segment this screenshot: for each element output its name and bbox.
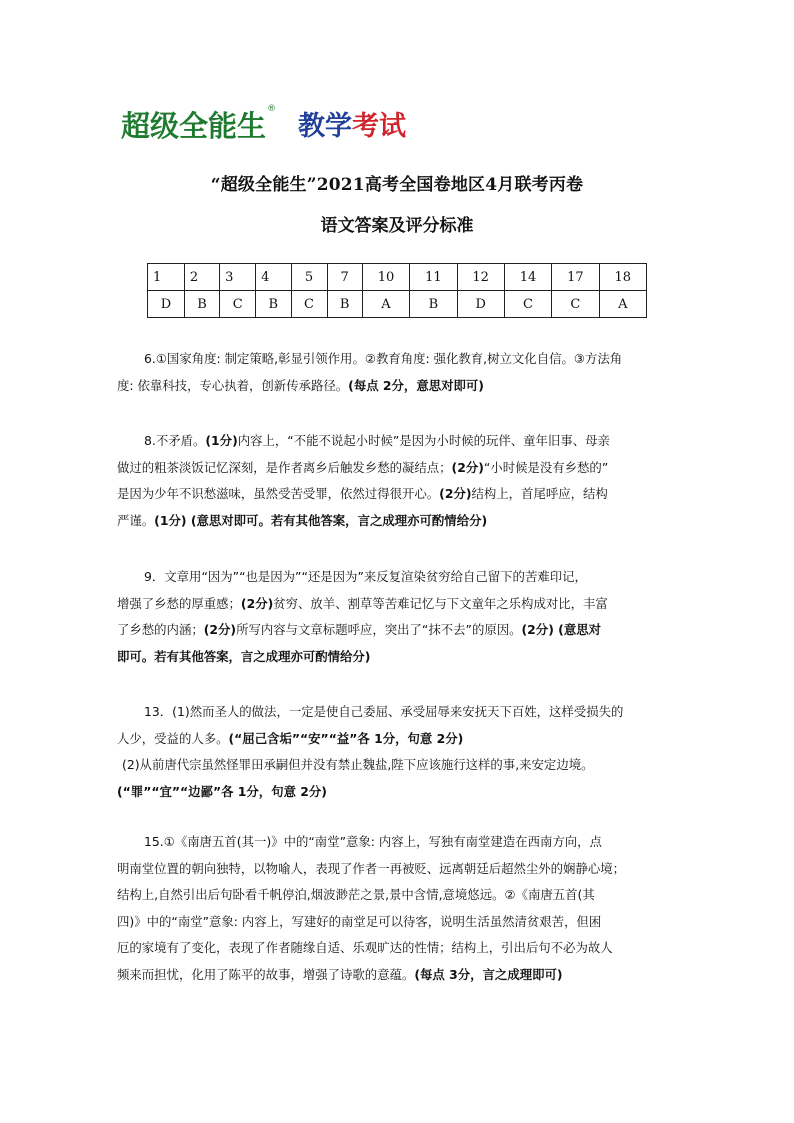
q13-scoring-note-1: (“屈己含垢”“安”“益”各 1分，句意 2分) — [228, 730, 464, 746]
question-number: 5 — [291, 264, 327, 291]
logo-sub-text — [298, 111, 406, 142]
answer-q13 — [117, 699, 683, 805]
q13-line1: 13．(1)然而圣人的做法，一定是使自己委屈、承受屈辱来安抚天下百姓，这样受损失的 — [144, 704, 624, 719]
q13-line2-a: 人少，受益的人多。 — [117, 730, 229, 746]
q9-score-3: (2分) (意思对 — [521, 622, 602, 638]
question-number: 10 — [362, 264, 409, 291]
q6-line2: 度: 依靠科技，专心执着，创新传承路径。 — [117, 377, 349, 393]
q13-scoring-note-2: (“罪”“宜”“边鄙”各 1分，句意 2分) — [117, 783, 327, 799]
question-number: 12 — [457, 264, 504, 291]
answer-letter: A — [362, 291, 409, 318]
q15-line6-a: 频来而担忧，化用了陈平的故事，增强了诗歌的意蕴。 — [117, 966, 415, 982]
answer-letter: B — [256, 291, 291, 318]
answer-letter: B — [410, 291, 457, 318]
question-number: 3 — [220, 264, 256, 291]
logo-main-text: 超级全能生 — [121, 109, 267, 143]
logo-sub-part2: 考试 — [352, 111, 407, 142]
q9-line2-c: 贫穷、放羊、割草等苦难记忆与下文童年之乐构成对比，丰富 — [273, 595, 608, 611]
q9-scoring-note: 即可。若有其他答案，言之成理亦可酌情给分) — [117, 648, 371, 664]
question-number: 2 — [184, 264, 219, 291]
q8-line3-a: 是因为少年不识愁滋味，虽然受苦受罪，依然过得很开心。 — [117, 486, 440, 502]
answer-letter: C — [220, 291, 256, 318]
q15-line5: 厄的家境有了变化，表现了作者随缘自适、乐观旷达的性情；结构上，引出后句不必为故人 — [117, 940, 613, 956]
q15-line4: 四)》中的“南堂”意象: 内容上，写建好的南堂足可以待客，说明生活虽然清贫艰苦，但困 — [117, 913, 602, 929]
question-number: 18 — [599, 264, 646, 291]
answer-q6 — [117, 346, 683, 399]
q8-score-1: (1分) — [205, 433, 238, 448]
answer-q15 — [117, 829, 683, 989]
q9-line3-a: 了乡愁的内涵； — [117, 622, 204, 638]
q8-line1-c: 内容上，“不能不说起小时候”是因为小时候的玩伴、童年旧事、母亲 — [237, 433, 610, 448]
answer-letter: C — [504, 291, 551, 318]
answer-letter: B — [184, 291, 219, 318]
logo-sub-part1: 教学 — [298, 111, 353, 142]
question-number-row — [148, 264, 647, 291]
answer-letter: C — [291, 291, 327, 318]
document-subtitle: 语文答案及评分标准 — [320, 216, 474, 236]
q8-line3-c: 结构上，首尾呼应，结构 — [471, 486, 608, 502]
question-number: 4 — [256, 264, 291, 291]
registered-mark: ® — [267, 104, 277, 114]
q15-line3: 结构上,自然引出后句卧看千帆停泊,烟波渺茫之景,景中含情,意境悠远。②《南唐五首(其 — [117, 887, 595, 903]
answer-q9 — [117, 564, 683, 670]
q9-score-2: (2分) — [203, 622, 237, 638]
answer-q8 — [117, 428, 683, 534]
question-number: 7 — [327, 264, 362, 291]
q9-line3-c: 所写内容与文章标题呼应，突出了“抹不去”的原因。 — [236, 622, 522, 638]
question-number: 17 — [552, 264, 599, 291]
answer-letter: C — [552, 291, 599, 318]
q9-score-1: (2分) — [240, 595, 274, 611]
q8-scoring-note: (1分) (意思对即可。若有其他答案，言之成理亦可酌情给分) — [154, 512, 488, 528]
question-number: 1 — [148, 264, 185, 291]
q8-line1-a: 8.不矛盾。 — [144, 433, 206, 448]
q8-score-2: (2分) — [451, 459, 484, 475]
q9-line2-a: 增强了乡愁的厚重感； — [117, 595, 241, 611]
answer-letter: D — [457, 291, 504, 318]
q8-line4-a: 严谨。 — [117, 512, 155, 528]
q15-line2: 明南堂位置的朝向独特，以物喻人，表现了作者一再被贬、远离朝廷后超然尘外的娴静心境； — [117, 860, 626, 876]
question-number: 11 — [410, 264, 457, 291]
q15-scoring-note: (每点 3分，言之成理即可) — [414, 966, 563, 982]
document-title: “超级全能生”2021高考全国卷地区4月联考丙卷 — [210, 175, 584, 195]
answer-letter-row — [148, 291, 647, 318]
q9-line1: 9．文章用“因为”“也是因为”“还是因为”来反复渲染贫穷给自己留下的苦难印记， — [144, 569, 587, 584]
q8-line2-c: “小时候是没有乡愁的” — [483, 459, 609, 475]
q6-line1: 6.①国家角度: 制定策略,彰显引领作用。②教育角度: 强化教育,树立文化自信。③方法角 — [144, 351, 623, 366]
question-number: 14 — [504, 264, 551, 291]
answer-table — [147, 263, 647, 318]
q15-line1: 15.①《南唐五首(其一)》中的“南堂”意象: 内容上，写独有南堂建造在西南方向，点 — [144, 834, 602, 849]
brand-logo — [121, 104, 406, 144]
q8-line2-a: 做过的粗茶淡饭记忆深刻，是作者离乡后触发乡愁的凝结点； — [117, 459, 452, 475]
answer-letter: D — [148, 291, 185, 318]
q8-score-3: (2分) — [439, 486, 472, 502]
answer-letter: A — [599, 291, 646, 318]
q6-scoring-note: (每点 2分，意思对即可) — [348, 377, 484, 393]
answer-letter: B — [327, 291, 362, 318]
q13-line3: (2)从前唐代宗虽然怪罪田承嗣但并没有禁止魏盐,陛下应该施行这样的事,来安定边境。 — [122, 757, 594, 773]
